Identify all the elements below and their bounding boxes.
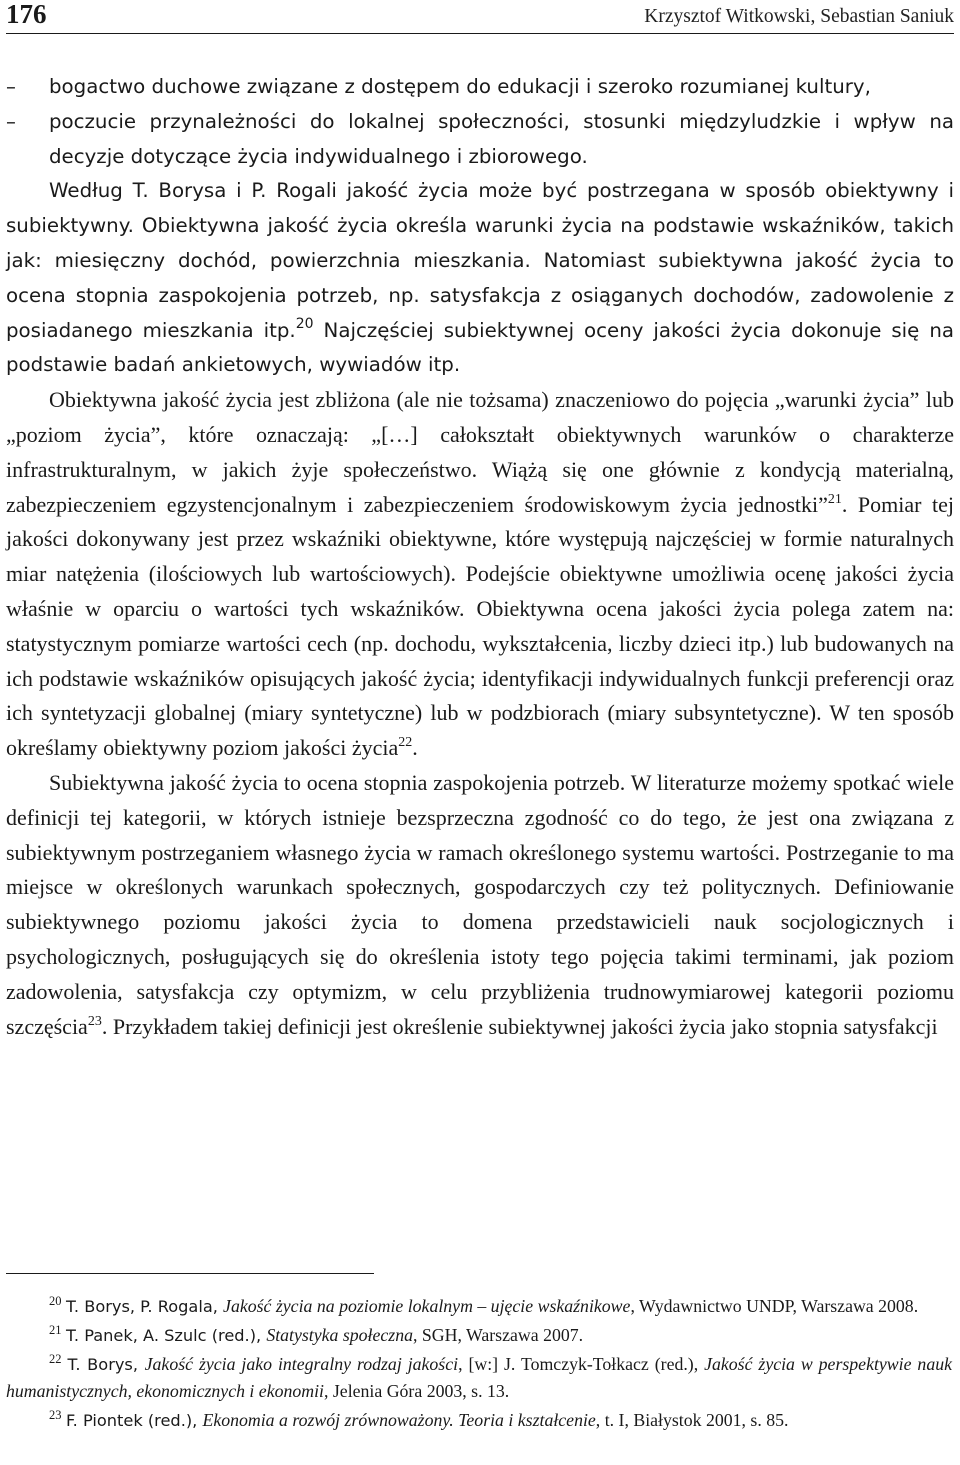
paragraph-objective-quality — [6, 383, 954, 766]
footnote-ref: 20 — [295, 315, 314, 332]
footnote-number: 21 — [49, 1323, 62, 1337]
footnote-ref: 21 — [827, 491, 842, 507]
paragraph-text: Subiektywna jakość życia to ocena stopnia zaspokojenia potrzeb. W literaturze możemy spotkać wiele definicji tej kategorii, w których istnieje bezsprzeczna zgodność co do tego, że jest ona związana z subiektywnym postrzeganiem własnego życia w ramach określonego systemu wartości. Postrzeganie to ma miejsce w określonych warunkach społecznych, gospodarczych czy też politycznych. Definiowanie subiektywnego poziomu jakości życia to domena przedstawicieli nauk socjologicznych i psychologicznych, posługujących się do określenia istoty tego pojęcia takimi terminami, jak poziom zadowolenia, satysfakcja czy optymizm, w celu przybliżenia trudnowymiarowej kategorii poziomu szczęścia — [6, 769, 954, 1039]
footnote-title: Ekonomia a rozwój zrównoważony. Teoria i kształcenie — [202, 1410, 596, 1430]
list-dash: – — [6, 75, 16, 98]
footnote-details: , [w:] J. Tomczyk-Tołkacz (red.), — [458, 1354, 705, 1374]
footnote-number: 20 — [49, 1294, 62, 1308]
list-item-text: poczucie przynależności do lokalnej społeczności, stosunki międzyludzkie i wpływ na decyzje dotyczące życia indywidualnego i zbiorowego. — [49, 109, 954, 168]
footnote-title: Statystyka społeczna — [266, 1325, 413, 1345]
footnote-title: Jakość życia w perspektywie nauk humanistycznych, ekonomicznych i ekonomii — [6, 1354, 952, 1401]
paragraph-text: . — [412, 735, 418, 761]
footnote-ref: 23 — [87, 1013, 102, 1029]
footnote-ref: 22 — [398, 735, 413, 751]
paragraph-subjective-quality — [6, 766, 954, 1044]
paragraph-text: . Pomiar tej jakości dokonywany jest przez wskaźniki obiektywne, które występują najczęściej w formie naturalnych miar natężenia (ilościowych lub wartościowych). Podejście obiektywne umożliwia ocenę jakości życia właśnie w oparciu o wartości tych wskaźników. Obiektywna ocena jakości życia polega zatem na: statystycznym pomiarze wartości cech (np. dochodu, wykształcenia, liczby dzieci itp.) lub budowanych na ich podstawie wskaźników opisujących jakość życia; identyfikacji indywidualnych funkcji preferencji oraz ich syntetyzacji globalnej (miary syntetyczne) lub w podzbiorach (miary subsyntetyczne). W ten sposób określamy obiektywny poziom jakości życia — [6, 491, 955, 761]
footnote-details: , t. I, Białystok 2001, s. 85. — [595, 1410, 789, 1430]
footnote-author: T. Borys, — [67, 1355, 145, 1374]
list-dash: – — [6, 109, 16, 133]
footnote-number: 22 — [49, 1352, 62, 1366]
footnote-21 — [6, 1322, 952, 1349]
paragraph-quality-of-life — [6, 174, 954, 383]
footnote-details: , Jelenia Góra 2003, s. 13. — [324, 1381, 510, 1401]
page-number: 176 — [6, 0, 47, 29]
page-header — [6, 0, 954, 34]
paragraph-text: . Przykładem takiej definicji jest określenie subiektywnej jakości życia jako stopnia satysfakcji — [101, 1013, 938, 1039]
footnote-details: , SGH, Warszawa 2007. — [412, 1325, 584, 1345]
footnote-author: F. Piontek (red.), — [65, 1411, 203, 1430]
footnote-20 — [6, 1293, 952, 1320]
footnote-23 — [6, 1407, 952, 1434]
running-head-authors: Krzysztof Witkowski, Sebastian Saniuk — [644, 6, 954, 27]
footnote-title: Jakość życia jako integralny rodzaj jakości — [144, 1354, 459, 1374]
footnotes — [6, 1293, 952, 1436]
footnote-22 — [6, 1351, 952, 1405]
paragraph-text: Obiektywna jakość życia jest zbliżona (ale nie tożsama) znaczeniowo do pojęcia „warunki życia” lub „poziom życia”, które oznaczają: „[…] całokształt obiektywnych warunków o charakterze infrastrukturalnym, w jakich żyje społeczeństwo. Wiążą się one głównie z kondycją materialną, zabezpieczeniem egzystencjonalnym i zabezpieczeniem środowiskowym życia jednostki” — [6, 387, 954, 517]
main-text — [6, 70, 954, 1044]
paragraph-text: Najczęściej subiektywnej oceny jakości życia dokonuje się na podstawie badań ankietowych, wywiadów itp. — [6, 318, 954, 377]
list-item — [6, 105, 954, 175]
list-item-text: bogactwo duchowe związane z dostępem do edukacji i szeroko rozumianej kultury, — [49, 75, 871, 98]
footnote-separator — [6, 1273, 374, 1274]
footnote-details: , Wydawnictwo UNDP, Warszawa 2008. — [630, 1296, 919, 1316]
paragraph-text: Według T. Borysa i P. Rogali jakość życia może być postrzegana w sposób obiektywny i subiektywny. Obiektywna jakość życia określa warunki życia na podstawie wskaźników, takich jak: miesięczny dochód, powierzchnia mieszkania. Natomiast subiektywna jakość życia to ocena stopnia zaspokojenia potrzeb, np. satysfakcja z osiąganych dochodów, zadowolenie z posiadanego mieszkania itp. — [6, 179, 954, 342]
list-item — [6, 70, 954, 105]
footnote-title: Jakość życia na poziomie lokalnym – ujęcie wskaźnikowe — [223, 1296, 631, 1316]
footnote-author: T. Panek, A. Szulc (red.), — [65, 1326, 267, 1345]
footnote-author: T. Borys, P. Rogala, — [65, 1297, 224, 1316]
footnote-number: 23 — [49, 1408, 62, 1422]
